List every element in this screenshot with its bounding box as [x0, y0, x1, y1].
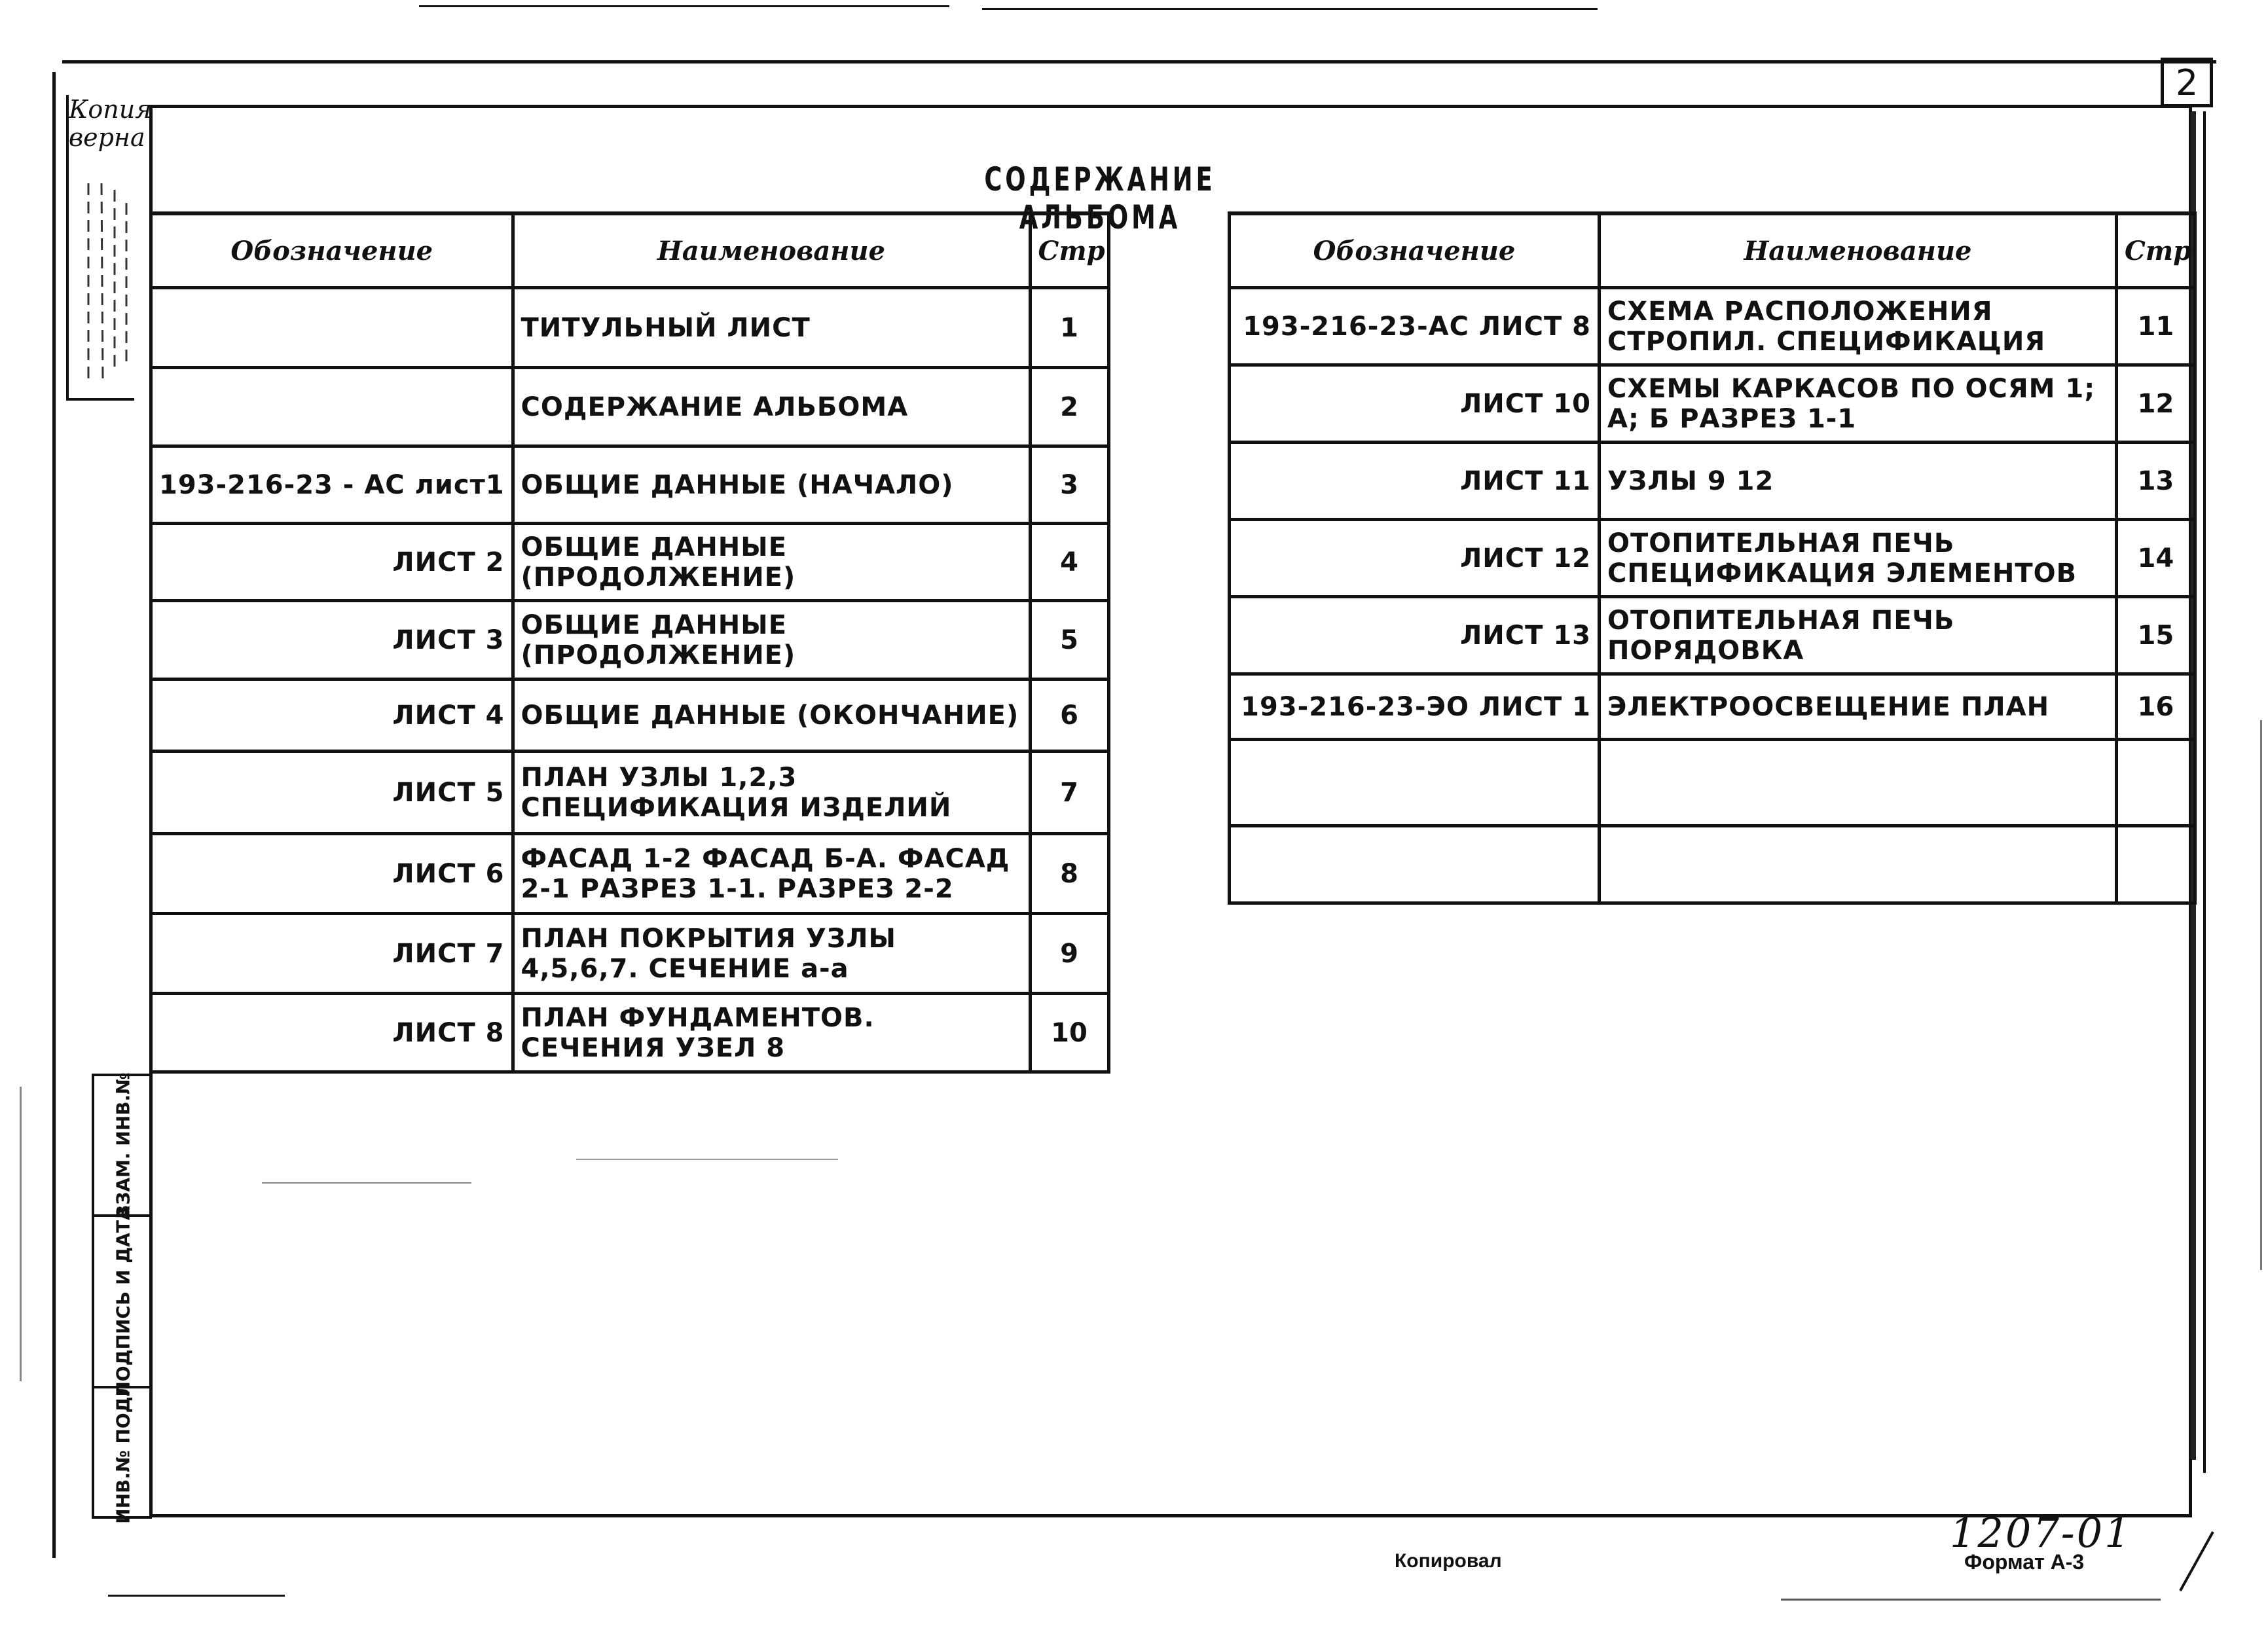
row-name — [1600, 826, 2117, 903]
row-page: 2 — [1030, 368, 1108, 446]
table-row — [1230, 365, 2195, 443]
table-row — [1230, 288, 2195, 365]
row-code — [153, 288, 513, 368]
copy-stamp — [62, 92, 152, 419]
scan-mark — [2260, 720, 2262, 1270]
row-code: ЛИСТ 7 — [153, 914, 513, 994]
swap-inv-cell — [94, 1072, 152, 1219]
scan-mark — [576, 1159, 838, 1160]
row-code: 193-216-23-АС ЛИСТ 8 — [1230, 288, 1600, 365]
stamp-line2: верна — [69, 123, 145, 152]
row-page: 11 — [2117, 288, 2195, 365]
row-code: ЛИСТ 4 — [153, 680, 513, 752]
row-code: ЛИСТ 12 — [1230, 520, 1600, 597]
row-name: УЗЛЫ 9 12 — [1600, 443, 2117, 520]
row-page: 13 — [2117, 443, 2195, 520]
row-code — [1230, 826, 1600, 903]
table-row — [153, 834, 1108, 914]
stamp-line1: Копия — [69, 95, 152, 124]
scan-mark — [20, 1087, 22, 1381]
side-signature-strip — [92, 1072, 152, 1524]
hand-number: 1207-01 — [1950, 1509, 2132, 1557]
table-row — [1230, 674, 2195, 740]
table-row — [153, 446, 1108, 524]
row-code: ЛИСТ 2 — [153, 524, 513, 601]
table-row — [153, 601, 1108, 680]
scan-mark — [1781, 1599, 2161, 1601]
copied-label: Копировал — [1395, 1550, 1502, 1572]
table-row — [153, 994, 1108, 1072]
row-page: 1 — [1030, 288, 1108, 368]
table-row — [1230, 597, 2195, 674]
row-code: ЛИСТ 3 — [153, 601, 513, 680]
table-row — [1230, 520, 2195, 597]
row-name: ПЛАН ФУНДАМЕНТОВ. СЕЧЕНИЯ УЗЕЛ 8 — [513, 994, 1030, 1072]
corner-slash — [2167, 1525, 2220, 1597]
table-row — [153, 752, 1108, 834]
row-code: 193-216-23-ЭО ЛИСТ 1 — [1230, 674, 1600, 740]
row-page: 5 — [1030, 601, 1108, 680]
header-designation: Обозначение — [1230, 213, 1600, 288]
table-row — [153, 914, 1108, 994]
header-page: Стр — [2117, 213, 2195, 288]
row-name: ОБЩИЕ ДАННЫЕ (НАЧАЛО) — [513, 446, 1030, 524]
row-page: 3 — [1030, 446, 1108, 524]
frame-far-right-edge — [2203, 111, 2206, 1473]
side-label-sign-date: ПОДПИСЬ И ДАТА — [112, 1206, 134, 1397]
side-label-inv-orig: ИНВ.№ ПОДЛ — [112, 1381, 134, 1524]
scan-mark — [262, 1182, 471, 1184]
row-page: 12 — [2117, 365, 2195, 443]
row-name: ТИТУЛЬНЫЙ ЛИСТ — [513, 288, 1030, 368]
table-row — [153, 288, 1108, 368]
row-name: ЭЛЕКТРООСВЕЩЕНИЕ ПЛАН — [1600, 674, 2117, 740]
table-row — [1230, 740, 2195, 826]
row-page: 8 — [1030, 834, 1108, 914]
format-label: Формат А-3 — [1964, 1550, 2085, 1574]
row-code: ЛИСТ 8 — [153, 994, 513, 1072]
row-name: ОТОПИТЕЛЬНАЯ ПЕЧЬ ПОРЯДОВКА — [1600, 597, 2117, 674]
scan-mark — [419, 5, 949, 7]
row-code — [153, 368, 513, 446]
row-code: ЛИСТ 6 — [153, 834, 513, 914]
table-header-row — [153, 213, 1108, 288]
toc-left-table — [153, 211, 1110, 1074]
row-page: 4 — [1030, 524, 1108, 601]
table-row — [153, 368, 1108, 446]
sign-date-cell — [94, 1206, 152, 1397]
row-page: 15 — [2117, 597, 2195, 674]
row-page: 6 — [1030, 680, 1108, 752]
header-name: Наименование — [1600, 213, 2117, 288]
row-name: ОБЩИЕ ДАННЫЕ (ПРОДОЛЖЕНИЕ) — [513, 524, 1030, 601]
table-row — [153, 524, 1108, 601]
scan-mark — [982, 8, 1598, 10]
row-code: 193-216-23 - АС лист1 — [153, 446, 513, 524]
row-page: 9 — [1030, 914, 1108, 994]
row-name: ФАСАД 1-2 ФАСАД Б-А. ФАСАД 2-1 РАЗРЕЗ 1-1. РАЗРЕЗ 2-2 — [513, 834, 1030, 914]
album-title: СОДЕРЖАНИЕ АЛЬБОМА — [984, 160, 1216, 236]
table-row — [1230, 443, 2195, 520]
row-page — [2117, 826, 2195, 903]
table-row — [153, 680, 1108, 752]
header-designation: Обозначение — [153, 213, 513, 288]
header-page: Стр — [1030, 213, 1108, 288]
toc-right-table — [1228, 211, 2197, 905]
row-name: ОБЩИЕ ДАННЫЕ (ПРОДОЛЖЕНИЕ) — [513, 601, 1030, 680]
row-name — [1600, 740, 2117, 826]
stamp-scribble — [62, 92, 141, 406]
header-name: Наименование — [513, 213, 1030, 288]
row-page: 16 — [2117, 674, 2195, 740]
row-name: ОТОПИТЕЛЬНАЯ ПЕЧЬ СПЕЦИФИКАЦИЯ ЭЛЕМЕНТОВ — [1600, 520, 2117, 597]
side-label-swap: ВЗАМ. ИНВ.№ — [112, 1072, 134, 1219]
scan-mark — [108, 1595, 285, 1597]
table-row — [1230, 826, 2195, 903]
row-page: 14 — [2117, 520, 2195, 597]
row-code: ЛИСТ 11 — [1230, 443, 1600, 520]
row-name: ПЛАН ПОКРЫТИЯ УЗЛЫ 4,5,6,7. СЕЧЕНИЕ а-а — [513, 914, 1030, 994]
table-header-row — [1230, 213, 2195, 288]
sheet-number: 2 — [2161, 58, 2213, 107]
row-name: СОДЕРЖАНИЕ АЛЬБОМА — [513, 368, 1030, 446]
row-code — [1230, 740, 1600, 826]
sheet-left-border — [52, 72, 56, 1558]
row-name: ОБЩИЕ ДАННЫЕ (ОКОНЧАНИЕ) — [513, 680, 1030, 752]
row-code: ЛИСТ 10 — [1230, 365, 1600, 443]
row-code: ЛИСТ 5 — [153, 752, 513, 834]
row-code: ЛИСТ 13 — [1230, 597, 1600, 674]
row-page: 7 — [1030, 752, 1108, 834]
row-name: СХЕМА РАСПОЛОЖЕНИЯ СТРОПИЛ. СПЕЦИФИКАЦИЯ — [1600, 288, 2117, 365]
row-page — [2117, 740, 2195, 826]
row-name: СХЕМЫ КАРКАСОВ ПО ОСЯМ 1; А; Б РАЗРЕЗ 1-1 — [1600, 365, 2117, 443]
sheet-top-border — [62, 60, 2216, 63]
inv-orig-cell — [94, 1381, 152, 1524]
row-name: ПЛАН УЗЛЫ 1,2,3 СПЕЦИФИКАЦИЯ ИЗДЕЛИЙ — [513, 752, 1030, 834]
row-page: 10 — [1030, 994, 1108, 1072]
